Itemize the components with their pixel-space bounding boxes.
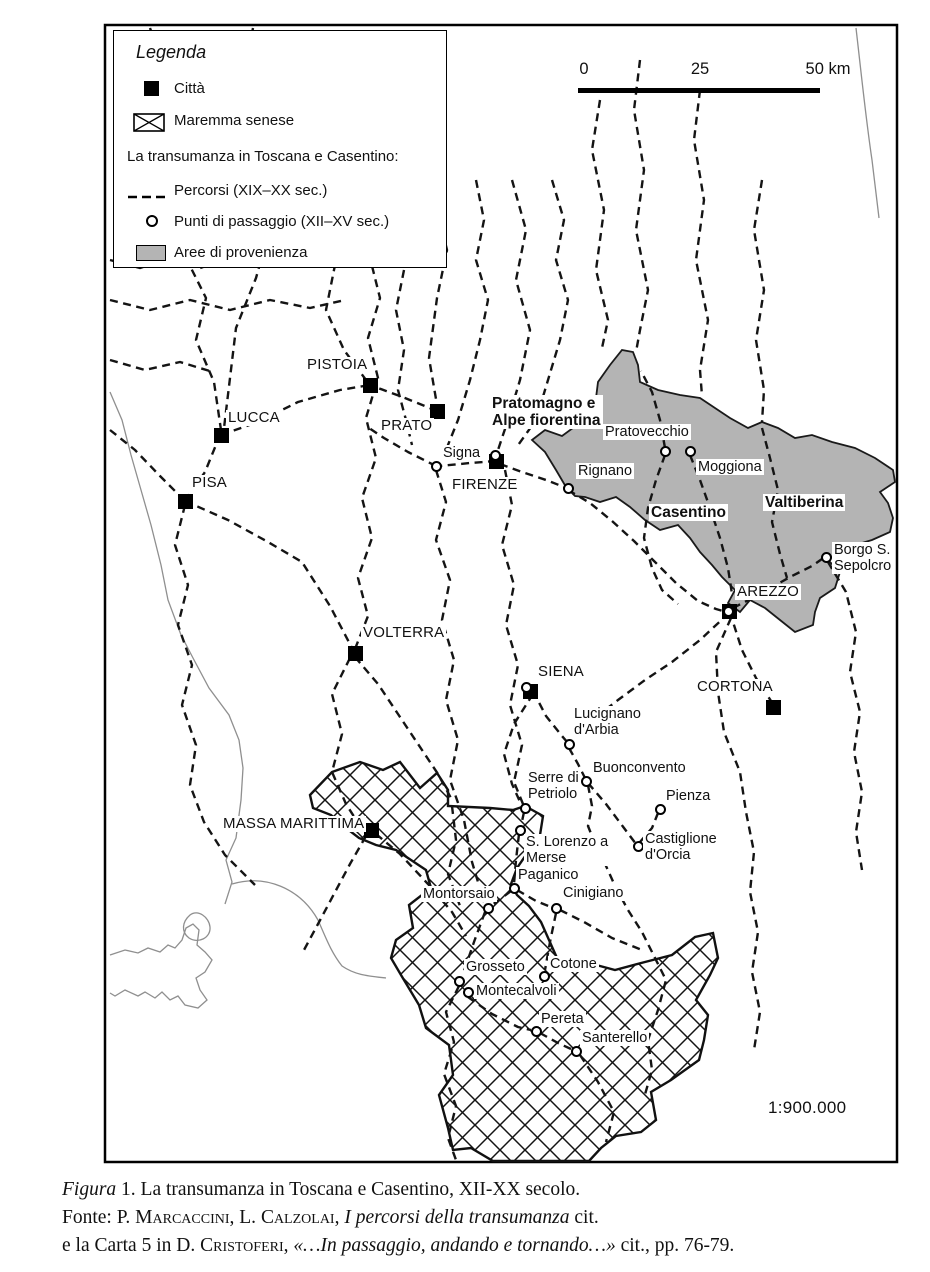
city-marker-pistoia [363,378,378,393]
map-label-montecalvoli: Montecalvoli [476,983,557,999]
map-label-rignano: Rignano [578,463,633,479]
map-label-montorsaio: Montorsaio [423,886,495,902]
scale-ratio-label: 1:900.000 [768,1098,847,1117]
map-label-arezzo: AREZZO [737,583,800,600]
map-label-borgo-s-sepolcro: Borgo S. Sepolcro [834,542,892,574]
legend-item-punti: Punti di passaggio (XII–XV sec.) [114,212,444,234]
legend-item-percorsi: Percorsi (XIX–XX sec.) [114,181,444,203]
city-circle-arezzo [723,606,734,617]
map-label-castiglione-d-orcia: Castiglione d'Orcia [645,831,717,863]
legend-item-aree: Aree di provenienza [114,243,444,265]
map-label-cinigiano: Cinigiano [563,885,624,901]
map-label-signa: Signa [443,445,481,461]
map-label-lucignano-d-arbia: Lucignano d'Arbia [574,706,641,738]
map-label-siena: SIENA [538,663,585,680]
region-label-valtiberina: Valtiberina [765,494,844,511]
passage-point-buonconvento [581,776,592,787]
passage-point-cinigiano [551,903,562,914]
caption-line-1: Figura 1. La transumanza in Toscana e Casentino, XII-XX secolo. [62,1179,581,1200]
map-label-buonconvento: Buonconvento [593,760,686,776]
passage-point-montecalvoli [463,987,474,998]
region-label-pratomagno-e-alpe-fiorentina: Pratomagno e Alpe fiorentina [492,395,601,429]
figure-caption [62,1176,892,1260]
hatched-box-icon [133,113,165,137]
passage-point-montorsaio [483,903,494,914]
legend-title: Legenda [136,42,207,62]
map-label-volterra: VOLTERRA [363,624,445,641]
scale-bar-line [578,88,820,93]
passage-point-cotone [539,971,550,982]
passage-point-signa [431,461,442,472]
map-label-prato: PRATO [381,417,433,434]
map-label-pistoia: PISTOIA [307,356,368,373]
scale-bar-label-0: 0 [579,60,589,78]
city-marker-pisa [178,494,193,509]
scale-bar [540,55,880,105]
city-marker-cortona [766,700,781,715]
passage-point-pereta [531,1026,542,1037]
map-label-santerello: Santerello [582,1030,648,1046]
city-marker-volterra [348,646,363,661]
passage-point-castiglione-d-orcia [633,841,644,852]
map-label-moggiona: Moggiona [698,459,762,475]
passage-point-pratovecchio [660,446,671,457]
scale-bar-label-1: 25 [690,60,710,78]
map-label-s-lorenzo-a-merse: S. Lorenzo a Merse [526,834,609,866]
map-label-grosseto: Grosseto [466,959,525,975]
map-label-pratovecchio: Pratovecchio [605,424,689,440]
circle-icon [146,215,158,227]
map-label-pisa: PISA [192,474,227,491]
caption-line-2: Fonte: P. Marcaccini, L. Calzolai, I percorsi della transumanza cit. [62,1207,599,1228]
passage-point-grosseto [454,976,465,987]
legend-item-header: La transumanza in Toscana e Casentino: [127,148,399,165]
passage-point-serre-di-petriolo [520,803,531,814]
legend-item-citta: Città [114,79,444,101]
passage-point-lucignano-d-arbia [564,739,575,750]
caption-line-3: e la Carta 5 in D. Cristoferi, «…In passaggio, andando e tornando…» cit., pp. 76-79. [62,1235,735,1256]
legend-box [113,30,447,268]
map-label-firenze: FIRENZE [452,476,518,493]
city-circle-firenze [490,450,501,461]
city-marker-lucca [214,428,229,443]
city-square-icon [144,81,159,96]
scale-bar-label-2: 50 km [805,60,851,78]
passage-point-rignano [563,483,574,494]
map-label-massa-marittima: MASSA MARITTIMA [223,815,365,832]
map-label-paganico: Paganico [518,867,579,883]
passage-point-borgo-s-sepolcro [821,552,832,563]
dashed-line-icon [128,187,168,205]
legend-item-maremma: Maremma senese [114,111,444,133]
map-label-cortona: CORTONA [697,678,773,695]
map-label-cotone: Cotone [550,956,597,972]
map-label-lucca: LUCCA [228,409,280,426]
gray-box-icon [136,245,166,261]
map-label-serre-di-petriolo: Serre di Petriolo [528,770,579,802]
passage-point-pienza [655,804,666,815]
region-label-casentino: Casentino [651,504,726,521]
passage-point-paganico [509,883,520,894]
passage-point-moggiona [685,446,696,457]
passage-point-santerello [571,1046,582,1057]
city-circle-siena [521,682,532,693]
map-label-pereta: Pereta [541,1011,584,1027]
map-label-pienza: Pienza [666,788,711,804]
